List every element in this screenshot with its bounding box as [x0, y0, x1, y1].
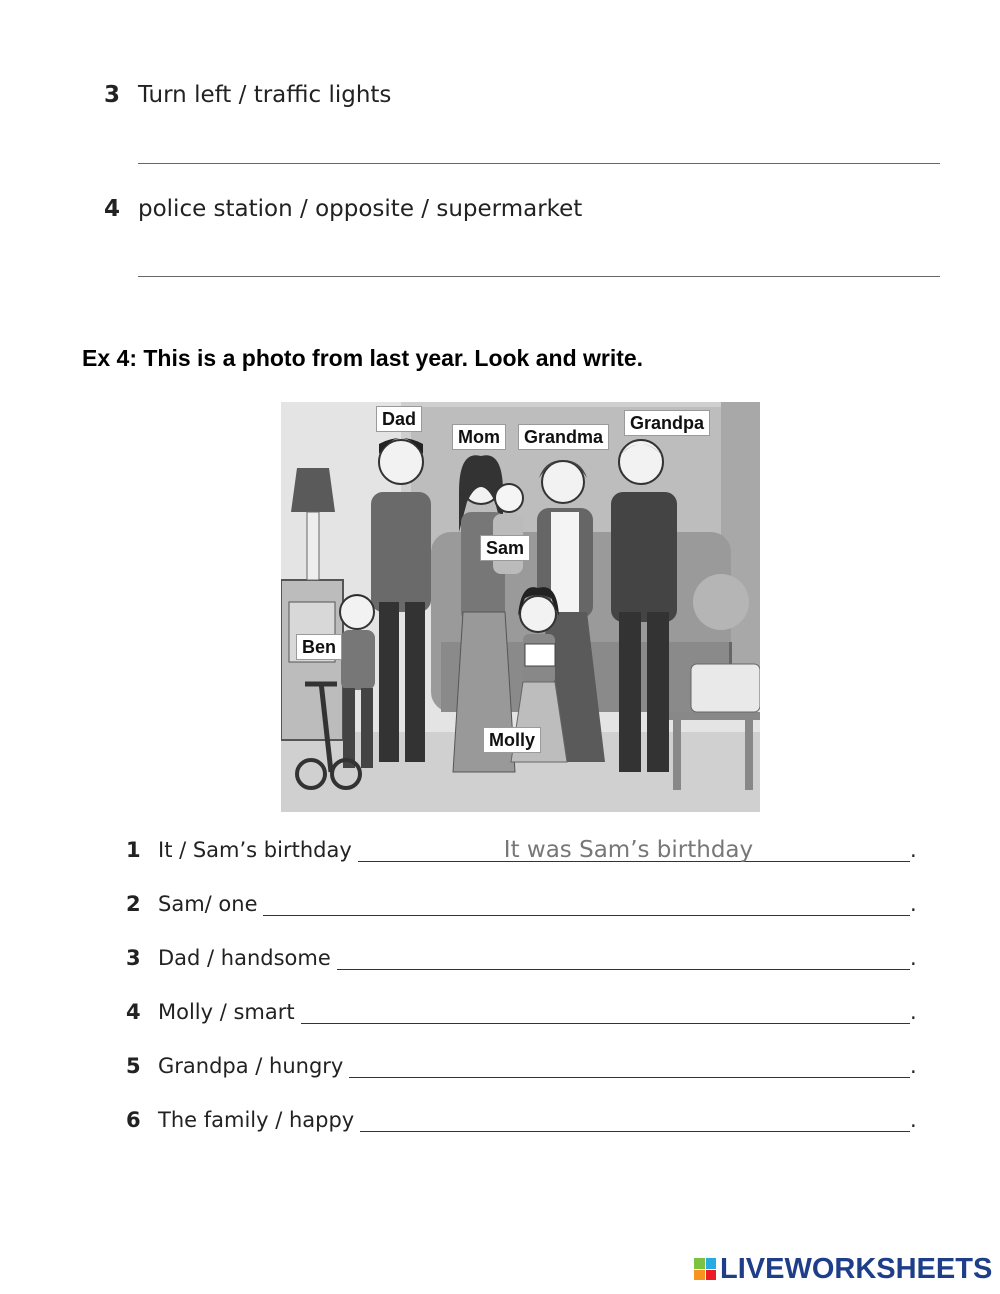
- item-number: 6: [126, 1108, 141, 1132]
- item-number: 5: [126, 1054, 141, 1078]
- photo-label-dad: Dad: [376, 406, 422, 432]
- photo-label-grandma: Grandma: [518, 424, 609, 450]
- exercise-item-4: [126, 994, 916, 1024]
- item-prompt: Molly / smart: [158, 1000, 295, 1024]
- sentence-end: .: [910, 1000, 917, 1024]
- answer-field-4[interactable]: [301, 1001, 910, 1024]
- sentence-end: .: [910, 838, 917, 862]
- item-number: 1: [126, 838, 141, 862]
- item-prompt: The family / happy: [158, 1108, 355, 1132]
- item-prompt: It / Sam’s birthday: [158, 838, 352, 862]
- brand-text: LIVEWORKSHEETS: [720, 1252, 993, 1285]
- exercise-item-5: [126, 1048, 916, 1078]
- liveworksheets-brand[interactable]: [694, 1254, 992, 1284]
- item-number: 2: [126, 892, 141, 916]
- photo-label-ben: Ben: [296, 634, 342, 660]
- exercise-item-3: [126, 940, 916, 970]
- item-text: police station / opposite / supermarket: [138, 196, 583, 222]
- previous-item-3: [104, 82, 391, 108]
- exercise-item-6: [126, 1102, 916, 1132]
- answer-field-5[interactable]: [349, 1055, 910, 1078]
- item-number: 3: [126, 946, 141, 970]
- liveworksheets-logo-icon: [694, 1258, 716, 1280]
- sentence-end: .: [910, 946, 917, 970]
- photo-label-mom: Mom: [452, 424, 506, 450]
- previous-item-4: [104, 196, 582, 222]
- sentence-end: .: [910, 892, 917, 916]
- exercise-item-1: [126, 832, 916, 862]
- item-prompt: Grandpa / hungry: [158, 1054, 344, 1078]
- answer-field-6[interactable]: [360, 1109, 910, 1132]
- answer-line-3[interactable]: [138, 163, 940, 164]
- answer-line-4[interactable]: [138, 276, 940, 277]
- answer-field-2[interactable]: [263, 893, 910, 916]
- item-number: 3: [104, 82, 121, 108]
- item-prompt: Sam/ one: [158, 892, 258, 916]
- photo-label-grandpa: Grandpa: [624, 410, 710, 436]
- family-photo: [281, 402, 760, 812]
- sentence-end: .: [910, 1054, 917, 1078]
- answer-field-1[interactable]: [358, 839, 910, 862]
- photo-label-sam: Sam: [480, 535, 530, 561]
- exercise-heading: Ex 4: This is a photo from last year. Look and write.: [82, 345, 644, 371]
- exercise-item-2: [126, 886, 916, 916]
- item-number: 4: [104, 196, 121, 222]
- item-number: 4: [126, 1000, 141, 1024]
- item-text: Turn left / traffic lights: [138, 82, 392, 108]
- photo-label-molly: Molly: [483, 727, 541, 753]
- answer-text: It was Sam’s birthday: [503, 837, 754, 863]
- sentence-end: .: [910, 1108, 917, 1132]
- answer-field-3[interactable]: [337, 947, 910, 970]
- item-prompt: Dad / handsome: [158, 946, 331, 970]
